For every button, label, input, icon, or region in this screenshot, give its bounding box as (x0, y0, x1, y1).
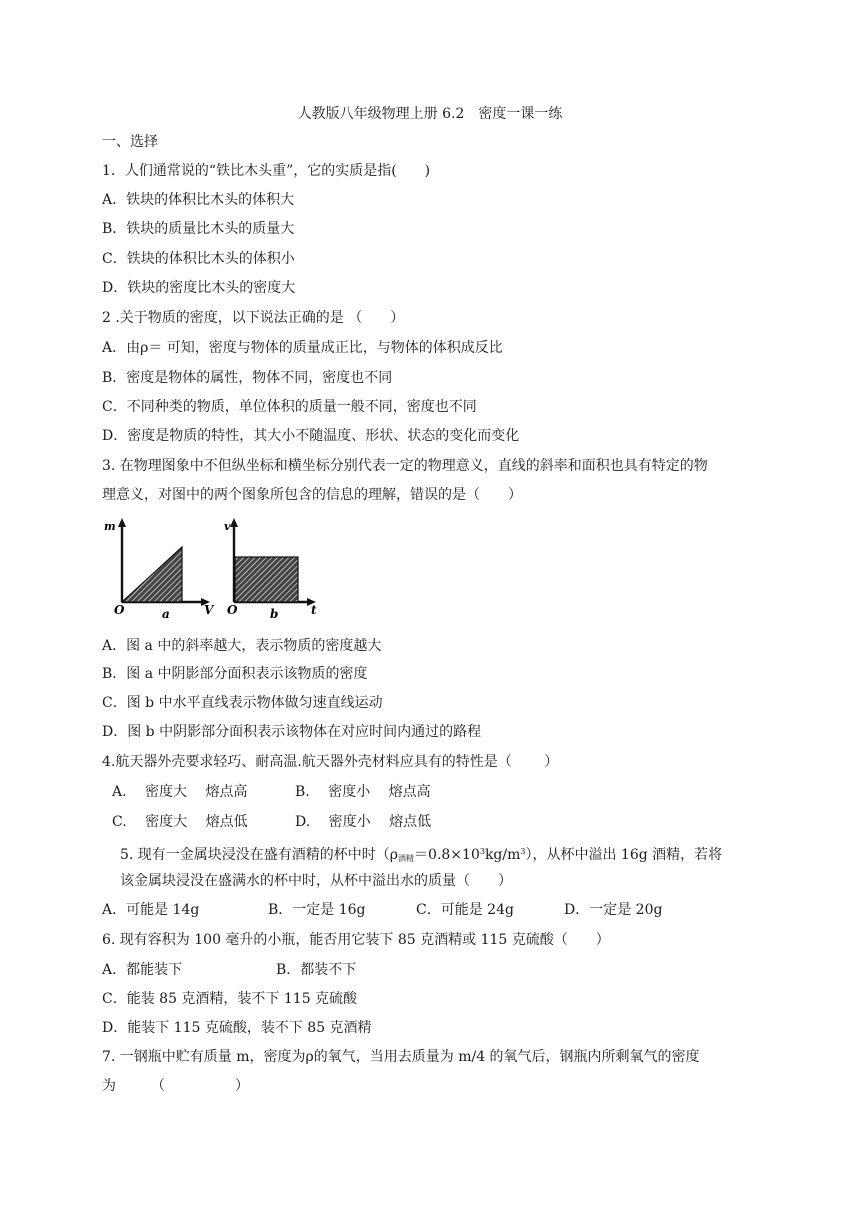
q3-option-b: B．图 a 中阴影部分面积表示该物质的密度 (102, 666, 368, 682)
q5-alcohol-subscript: 酒精 (398, 854, 415, 863)
graph-a (104, 518, 215, 621)
q4-stem: 4.航天器外壳要求轻巧、耐高温.航天器外壳材料应具有的特性是（ ） (102, 754, 559, 770)
q4-option-b: B. 密度小 熔点高 (295, 784, 431, 800)
graph-b-caption: b (270, 607, 279, 621)
graph-b-shaded-area (235, 557, 298, 602)
q3-option-a: A．图 a 中的斜率越大，表示物质的密度越大 (102, 638, 382, 654)
q3-figure (100, 514, 330, 626)
graph-a-shaded-area (122, 547, 182, 602)
q4-option-a: A. 密度大 熔点高 (112, 784, 248, 800)
q5-stem-post: ），从杯中溢出 16g 酒精，若将 (525, 847, 723, 863)
graph-a-caption: a (162, 607, 170, 621)
q1-option-c: C．铁块的体积比木头的体积小 (102, 251, 295, 267)
q4-option-c: C. 密度大 熔点低 (112, 814, 248, 830)
q5-stem-unit: kg/m (484, 847, 521, 863)
q2-option-a: A．由ρ＝ 可知，密度与物体的质量成正比，与物体的体积成反比 (102, 340, 503, 356)
q3-option-d: D．图 b 中阴影部分面积表示该物体在对应时间内通过的路程 (102, 724, 482, 740)
q2-option-b: B．密度是物体的属性，物体不同，密度也不同 (102, 370, 393, 386)
q4-option-d: D. 密度小 熔点低 (295, 814, 432, 830)
graph-a-y-arrow (118, 518, 126, 527)
q6-option-c: C．能装 85 克酒精，装不下 115 克硫酸 (102, 991, 358, 1007)
graph-b-y-label: v (224, 520, 231, 533)
q5-option-b: B．一定是 16g (268, 902, 366, 918)
q5-option-d: D．一定是 20g (564, 902, 663, 918)
q5-stem-line2: 该金属块浸没在盛满水的杯中时，从杯中溢出水的质量（ ） (120, 873, 512, 889)
q5-stem-line1 (120, 842, 722, 869)
q7-stem-line1: 7. 一钢瓶中贮有质量 m，密度为ρ的氧气，当用去质量为 m/4 的氧气后，钢瓶内所剩氧气的密度 (102, 1049, 700, 1065)
q1-option-d: D．铁块的密度比木头的密度大 (102, 280, 296, 296)
q5-exponent-2: 3 (520, 847, 526, 856)
graph-a-y-label: m (104, 520, 116, 533)
q3-option-c: C．图 b 中水平直线表示物体做匀速直线运动 (102, 695, 383, 711)
q1-option-b: B．铁块的质量比木头的质量大 (102, 221, 295, 237)
graph-a-origin-label: O (114, 603, 125, 617)
q5-option-a: A．可能是 14g (102, 902, 200, 918)
graph-b-y-arrow (230, 518, 238, 527)
q3-stem-line1: 3. 在物理图象中不但纵坐标和横坐标分别代表一定的物理意义，直线的斜率和面积也具有特定的物 (102, 458, 708, 474)
graph-b-x-label: t (311, 603, 317, 617)
graph-b (224, 518, 317, 621)
q7-stem-line2: 为 （ ） (102, 1078, 249, 1094)
q3-stem-line2: 理意义，对图中的两个图象所包含的信息的理解，错误的是（ ） (102, 487, 522, 503)
section-heading: 一、选择 (102, 134, 158, 150)
q6-stem: 6. 现有容积为 100 毫升的小瓶，能否用它装下 85 克酒精或 115 克硫酸（ ） (102, 932, 610, 948)
q6-option-a: A．都能装下 (102, 962, 183, 978)
q5-exponent-1: 3 (479, 847, 485, 856)
graph-b-origin-label: O (227, 603, 238, 617)
q5-stem-pre: 5. 现有一金属块浸没在盛有酒精的杯中时（ρ (120, 847, 399, 863)
q1-option-a: A．铁块的体积比木头的体积大 (102, 192, 295, 208)
q5-stem-mid: ＝0.8×10 (414, 847, 480, 863)
document-title: 人教版八年级物理上册 6.2 密度一课一练 (297, 106, 563, 122)
q6-option-b: B．都装不下 (276, 962, 357, 978)
q2-option-d: D．密度是物质的特性，其大小不随温度、形状、状态的变化而变化 (102, 428, 520, 444)
graph-a-x-label: V (204, 603, 214, 617)
q2-option-c: C．不同种类的物质，单位体积的质量一般不同，密度也不同 (102, 399, 477, 415)
q5-option-c: C．可能是 24g (416, 902, 514, 918)
q1-stem: 1．人们通常说的“铁比木头重”，它的实质是指( ) (102, 163, 431, 179)
q2-stem: 2 .关于物质的密度，以下说法正确的是 （ ） (102, 310, 405, 326)
q6-option-d: D．能装下 115 克硫酸，装不下 85 克酒精 (102, 1020, 372, 1036)
